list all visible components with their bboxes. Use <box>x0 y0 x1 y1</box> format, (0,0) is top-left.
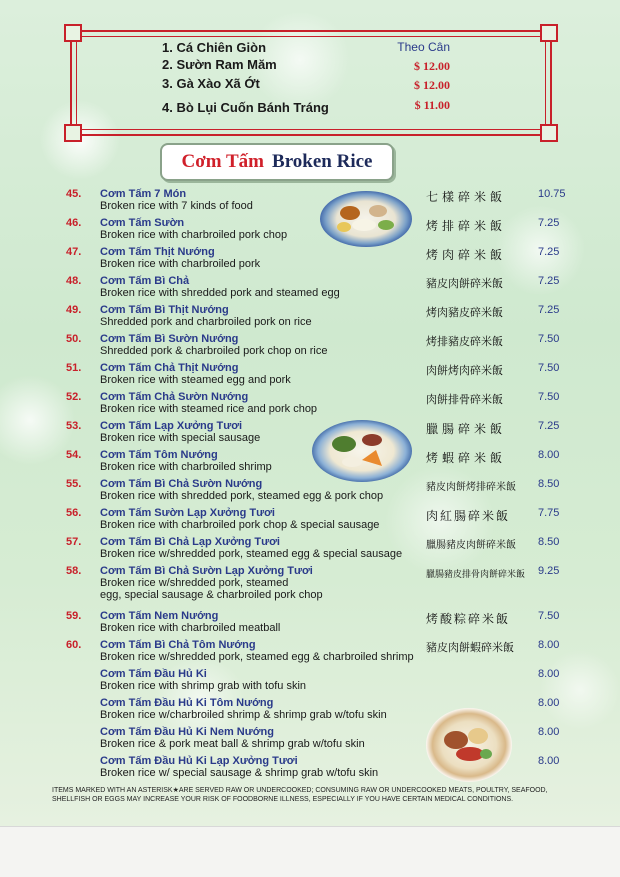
item-name: Cơm Tấm Đầu Hủ Ki Lạp Xưởng Tươi <box>100 755 298 767</box>
item-chinese-name: 烤肉豬皮碎米飯 <box>426 307 503 319</box>
item-number: 45. <box>66 188 82 200</box>
item-chinese-name: 七樣碎米飯 <box>426 190 507 204</box>
item-number: 53. <box>66 420 82 432</box>
item-description: Broken rice with steamed rice and pork chop <box>100 403 318 415</box>
menu-item <box>0 668 620 696</box>
menu-item <box>0 449 620 477</box>
menu-item <box>0 188 620 216</box>
item-price: 8.50 <box>538 536 560 548</box>
item-chinese-name: 烤蝦碎米飯 <box>426 451 507 465</box>
page-bottom-margin <box>0 826 620 877</box>
item-description: Broken rice w/shredded pork, steamed egg & charbroiled shrimp <box>100 651 414 663</box>
item-name: Cơm Tấm Sườn <box>100 217 185 229</box>
item-price: 8.00 <box>538 726 560 738</box>
item-number: 58. <box>66 565 82 577</box>
item-number: 50. <box>66 333 82 345</box>
menu-item <box>0 755 620 783</box>
item-price: 8.00 <box>538 697 560 709</box>
item-number: 59. <box>66 610 82 622</box>
item-price: 8.00 <box>538 449 560 461</box>
item-chinese-name: 烤排碎米飯 <box>426 219 507 233</box>
specials-frame <box>70 30 552 136</box>
item-description: Shredded pork & charbroiled pork chop on rice <box>100 345 328 357</box>
item-name: Cơm Tấm Chả Thịt Nướng <box>100 362 239 374</box>
item-number: 51. <box>66 362 82 374</box>
item-name: Cơm Tấm 7 Món <box>100 188 187 200</box>
item-chinese-name: 豬皮肉餅碎米飯 <box>426 278 503 290</box>
item-price: 7.25 <box>538 420 560 432</box>
item-description-continued: egg, special sausage & charbroiled pork chop <box>100 589 323 601</box>
item-number: 47. <box>66 246 82 258</box>
item-chinese-name: 肉餅排骨碎米飯 <box>426 394 503 406</box>
item-name: Cơm Tấm Sườn Lạp Xưởng Tươi <box>100 507 275 519</box>
item-number: 49. <box>66 304 82 316</box>
item-name: Cơm Tấm Bì Chả Tôm Nướng <box>100 639 256 651</box>
item-chinese-name: 臘腸豬皮肉餅碎米飯 <box>426 540 516 551</box>
item-chinese-name: 肉餅烤肉碎米飯 <box>426 365 503 377</box>
special-item-price: $ 12.00 <box>414 78 450 92</box>
item-price: 7.50 <box>538 391 560 403</box>
item-number: 56. <box>66 507 82 519</box>
item-number: 55. <box>66 478 82 490</box>
item-name: Cơm Tấm Bì Chả Lạp Xưởng Tươi <box>100 536 280 548</box>
item-description: Broken rice w/ special sausage & shrimp grab w/tofu skin <box>100 767 379 779</box>
item-name: Cơm Tấm Bì Chả <box>100 275 190 287</box>
item-chinese-name: 豬皮肉餅烤排碎米飯 <box>426 482 516 493</box>
item-chinese-name: 臘腸碎米飯 <box>426 422 507 436</box>
menu-item <box>0 536 620 564</box>
frame-corner-ornament <box>540 24 558 42</box>
item-description: Broken rice with shredded pork and steamed egg <box>100 287 340 299</box>
item-description: Broken rice w/charbroiled shrimp & shrimp grab w/tofu skin <box>100 709 387 721</box>
menu-item <box>0 639 620 667</box>
menu-item <box>0 697 620 725</box>
item-name: Cơm Tấm Nem Nướng <box>100 610 219 622</box>
item-price: 7.25 <box>538 217 560 229</box>
item-number: 52. <box>66 391 82 403</box>
section-title-vietnamese: Cơm Tấm <box>181 151 265 172</box>
item-number: 57. <box>66 536 82 548</box>
item-chinese-name: 烤肉碎米飯 <box>426 248 507 262</box>
item-price: 9.25 <box>538 565 560 577</box>
item-name: Cơm Tấm Chả Sườn Nướng <box>100 391 249 403</box>
menu-item <box>0 478 620 506</box>
item-description: Broken rice w/shredded pork, steamed <box>100 577 289 589</box>
item-price: 7.50 <box>538 610 560 622</box>
menu-item <box>0 333 620 361</box>
special-item-label: 4. Bò Lụi Cuốn Bánh Tráng <box>162 100 329 115</box>
item-number: 54. <box>66 449 82 461</box>
special-item-label: 1. Cá Chiên Giòn <box>162 40 267 55</box>
item-name: Cơm Tấm Bì Thịt Nướng <box>100 304 229 316</box>
frame-corner-ornament <box>540 124 558 142</box>
item-description: Broken rice with shrimp grab with tofu skin <box>100 680 307 692</box>
section-title <box>160 143 394 181</box>
menu-item <box>0 217 620 245</box>
item-price: 8.50 <box>538 478 560 490</box>
special-item-label: 2. Sườn Ram Măm <box>162 57 277 72</box>
item-name: Cơm Tấm Đầu Hủ Ki Nem Nướng <box>100 726 274 738</box>
item-price: 10.75 <box>538 188 566 200</box>
menu-item <box>0 507 620 535</box>
item-name: Cơm Tấm Bì Chả Sườn Nướng <box>100 478 263 490</box>
item-description: Broken rice with charbroiled shrimp <box>100 461 272 473</box>
special-item-label: 3. Gà Xào Xã Ớt <box>162 76 260 91</box>
item-number: 60. <box>66 639 82 651</box>
item-chinese-name: 烤酸粽碎米飯 <box>426 612 511 626</box>
item-chinese-name: 烤排豬皮碎米飯 <box>426 336 503 348</box>
item-price: 8.00 <box>538 755 560 767</box>
item-price: 7.25 <box>538 246 560 258</box>
item-name: Cơm Tấm Bì Sườn Nướng <box>100 333 239 345</box>
menu-item <box>0 565 620 607</box>
item-description: Shredded pork and charbroiled pork on rice <box>100 316 312 328</box>
item-number: 46. <box>66 217 82 229</box>
item-description: Broken rice with special sausage <box>100 432 261 444</box>
menu-item <box>0 246 620 274</box>
item-price: 7.25 <box>538 275 560 287</box>
item-chinese-name: 臘腸豬皮排骨肉餅碎米飯 <box>426 569 526 579</box>
item-description: Broken rice with charbroiled pork chop <box>100 229 288 241</box>
frame-corner-ornament <box>64 124 82 142</box>
item-description: Broken rice with shredded pork, steamed egg & pork chop <box>100 490 384 502</box>
item-description: Broken rice with 7 kinds of food <box>100 200 253 212</box>
item-description: Broken rice w/shredded pork, steamed egg & special sausage <box>100 548 403 560</box>
item-price: 7.50 <box>538 362 560 374</box>
item-name: Cơm Tấm Đầu Hủ Ki <box>100 668 207 680</box>
special-item-price: Theo Cân <box>397 40 450 54</box>
item-number: 48. <box>66 275 82 287</box>
food-safety-disclaimer: ITEMS MARKED WITH AN ASTERISK★ARE SERVED RAW OR UNDERCOOKED; CONSUMING RAW OR UNDERCOOKED MEATS, POULTRY, SEAFOOD, SHELLFISH OR EGGS MAY INCREASE YOUR RISK OF FOODBORNE ILLNESS, ESPECIALLY IF YOU HAVE CERTAIN MEDICAL CONDITIONS. <box>52 787 548 803</box>
item-price: 8.00 <box>538 668 560 680</box>
item-price: 8.00 <box>538 639 560 651</box>
menu-item <box>0 420 620 448</box>
item-price: 7.50 <box>538 333 560 345</box>
item-price: 7.75 <box>538 507 560 519</box>
item-description: Broken rice with charbroiled pork <box>100 258 261 270</box>
item-price: 7.25 <box>538 304 560 316</box>
special-item-price: $ 12.00 <box>414 59 450 73</box>
item-name: Cơm Tấm Tôm Nướng <box>100 449 218 461</box>
special-item-price: $ 11.00 <box>414 98 450 112</box>
item-chinese-name: 肉紅腸碎米飯 <box>426 509 511 523</box>
menu-item <box>0 610 620 638</box>
menu-item <box>0 391 620 419</box>
item-name: Cơm Tấm Đầu Hủ Ki Tôm Nướng <box>100 697 274 709</box>
item-name: Cơm Tấm Bì Chả Sườn Lạp Xưởng Tươi <box>100 565 313 577</box>
frame-corner-ornament <box>64 24 82 42</box>
menu-item <box>0 275 620 303</box>
menu-item <box>0 304 620 332</box>
item-description: Broken rice with charbroiled pork chop & special sausage <box>100 519 380 531</box>
menu-item <box>0 362 620 390</box>
item-name: Cơm Tấm Thịt Nướng <box>100 246 215 258</box>
item-chinese-name: 豬皮肉餅蝦碎米飯 <box>426 642 514 654</box>
item-description: Broken rice with charbroiled meatball <box>100 622 281 634</box>
item-name: Cơm Tấm Lạp Xưởng Tươi <box>100 420 243 432</box>
item-description: Broken rice & pork meat ball & shrimp grab w/tofu skin <box>100 738 365 750</box>
menu-item <box>0 726 620 754</box>
section-title-english: Broken Rice <box>272 151 373 172</box>
item-description: Broken rice with steamed egg and pork <box>100 374 291 386</box>
